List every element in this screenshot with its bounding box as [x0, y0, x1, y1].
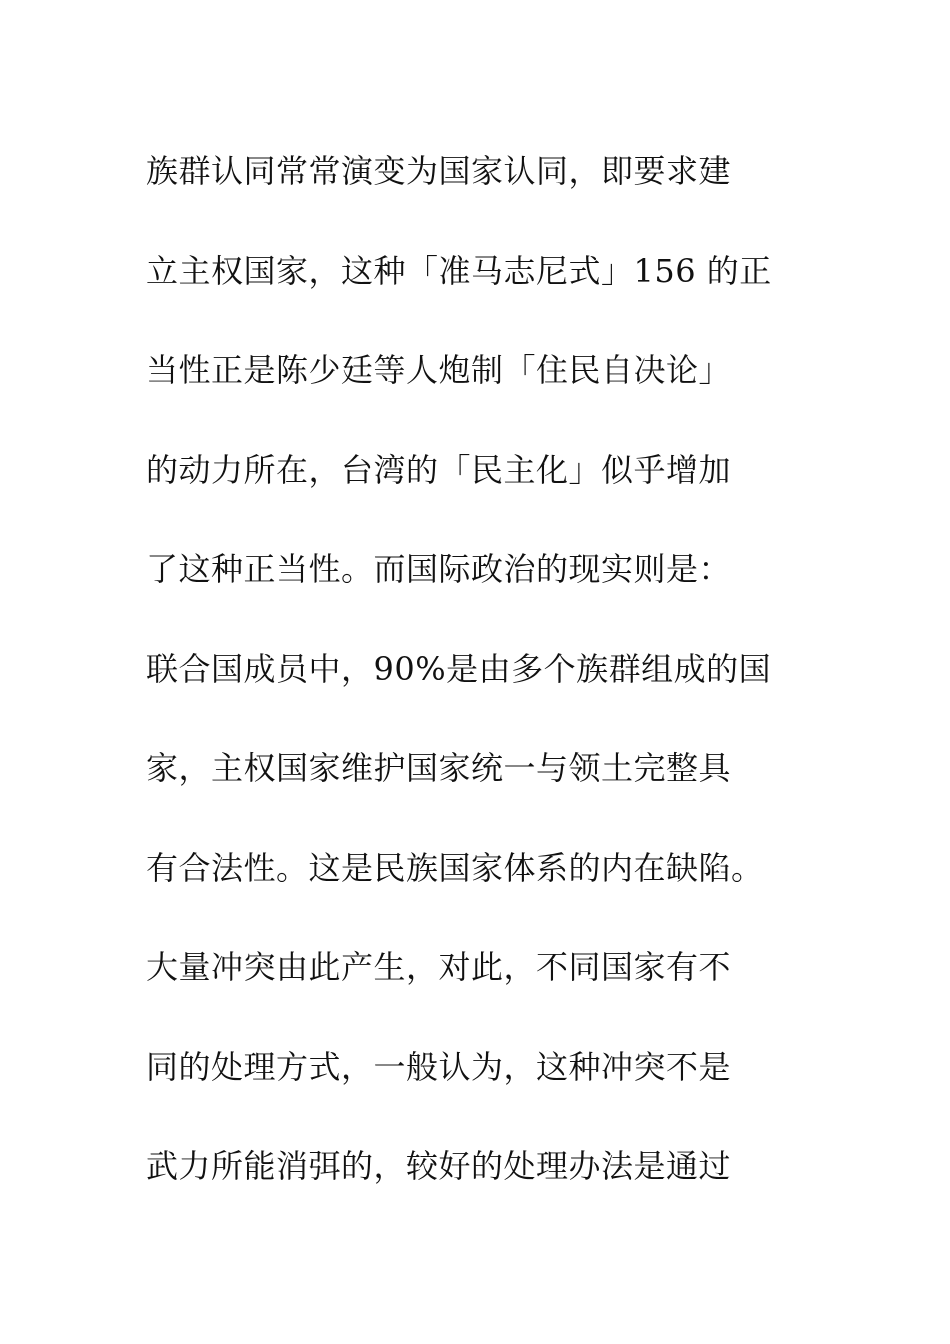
text-line-10: 同的处理方式，一般认为，这种冲突不是 — [146, 1047, 732, 1086]
text-line-1: 族群认同常常演变为国家认同，即要求建 — [146, 152, 732, 190]
text-line-7: 家，主权国家维护国家统一与领土完整具 — [146, 749, 732, 787]
text-line-4: 的动力所在，台湾的「民主化」似乎增加 — [146, 450, 732, 489]
text-line-6: 联合国成员中，90%是由多个族群组成的国 — [146, 649, 772, 688]
text-line-11: 武力所能消弭的，较好的处理办法是通过 — [146, 1147, 732, 1185]
text-line-3: 当性正是陈少廷等人炮制「住民自决论」 — [146, 351, 732, 389]
body-text — [146, 122, 846, 1217]
text-line-2: 立主权国家，这种「准马志尼式」156 的正 — [146, 251, 772, 290]
text-line-5: 了这种正当性。而国际政治的现实则是： — [146, 550, 732, 588]
text-line-9: 大量冲突由此产生，对此，不同国家有不 — [146, 948, 732, 986]
text-line-8: 有合法性。这是民族国家体系的内在缺陷。 — [146, 848, 764, 887]
